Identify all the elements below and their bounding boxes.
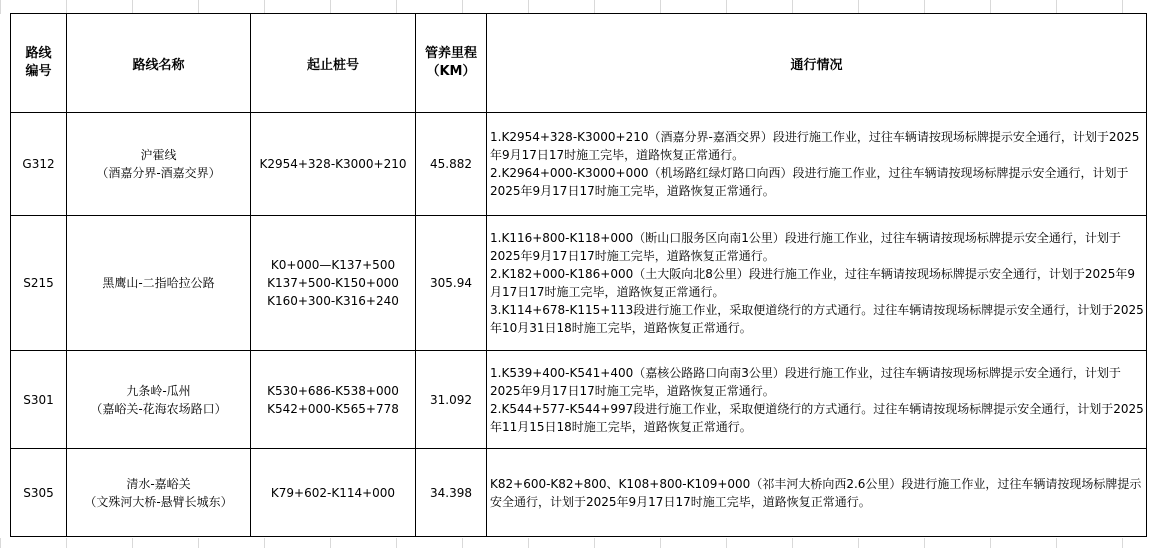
stake-range-cell: [251, 449, 416, 537]
stake-range-line: K137+500-K150+000: [267, 276, 399, 290]
status-item: 1.K539+400-K541+400（嘉核公路路口向南3公里）段进行施工作业，过往车辆请按现场标牌提示安全通行，计划于2025年9月17日17时施工完毕，道路恢复正常通行。: [490, 365, 1121, 398]
status-item: 1.K2954+328-K3000+210（酒嘉分界-嘉酒交界）段进行施工作业，过往车辆请按现场标牌提示安全通行，计划于2025年9月17日17时施工完毕，道路恢复正常通行。: [490, 130, 1140, 162]
status-item: 2.K544+577-K544+997段进行施工作业，采取便道绕行的方式通行。过往车辆请按现场标牌提示安全通行，计划于2025年11月15日18时施工完毕，道路恢复正常通行。: [490, 401, 1144, 434]
stake-range-line: K530+686-K538+000: [267, 383, 399, 398]
route-name-line: 清水-嘉峪关: [126, 476, 191, 491]
status-item: 3.K114+678-K115+113段进行施工作业，采取便道绕行的方式通行。过往车辆请按现场标牌提示安全通行，计划于2025年10月31日18时施工完毕，道路恢复正常通行。: [490, 303, 1144, 335]
stake-range-cell: [251, 216, 416, 351]
mileage-cell: 45.882: [416, 113, 487, 216]
stake-range-cell: [251, 351, 416, 449]
route-name-cell: [67, 351, 251, 449]
mileage-cell: 31.092: [416, 351, 487, 449]
header-mileage-line2: （KM）: [426, 64, 476, 79]
route-name-cell: [67, 449, 251, 537]
header-row: [11, 14, 1147, 113]
stake-range-cell: [251, 113, 416, 216]
stake-range-line: K542+000-K565+778: [267, 401, 399, 416]
route-name-cell: [67, 216, 251, 351]
stake-range-line: K2954+328-K3000+210: [259, 157, 407, 171]
header-route-code: [11, 14, 67, 113]
route-code-cell: S301: [11, 351, 67, 449]
stake-range-line: K160+300-K316+240: [267, 294, 399, 308]
route-name-line: （酒嘉分界-酒嘉交界）: [96, 166, 221, 180]
route-name-line: 黑鹰山-二指哈拉公路: [102, 276, 215, 290]
traffic-status-cell: [487, 216, 1147, 351]
stake-range-line: K79+602-K114+000: [270, 485, 396, 500]
status-item: 2.K2964+000-K3000+000（机场路红绿灯路口向西）段进行施工作业，过往车辆请按现场标牌提示安全通行，计划于2025年9月17日17时施工完毕，道路恢复正常通行。: [490, 166, 1129, 198]
traffic-status-cell: [487, 449, 1147, 537]
table-row: [11, 216, 1147, 351]
traffic-status-cell: [487, 351, 1147, 449]
mileage-cell: 305.94: [416, 216, 487, 351]
traffic-status-cell: [487, 113, 1147, 216]
gridlines-top: [0, 0, 1158, 14]
road-status-table: [10, 13, 1147, 537]
status-item: K82+600-K82+800、K108+800-K109+000（祁丰河大桥向西2.6公里）段进行施工作业，过往车辆请按现场标牌提示安全通行，计划于2025年9月17日17时施工完毕，道路恢复正常通行。: [490, 476, 1142, 509]
header-route-name: 路线名称: [67, 14, 251, 113]
header-stake-range: 起止桩号: [251, 14, 416, 113]
header-mileage-line1: 管养里程: [424, 46, 477, 61]
route-code-cell: S215: [11, 216, 67, 351]
gridlines-bottom: [0, 538, 1158, 548]
mileage-cell: 34.398: [416, 449, 487, 537]
stake-range-line: K0+000—K137+500: [270, 258, 396, 272]
header-route-code-line1: 路线: [25, 46, 52, 61]
route-name-line: 沪霍线: [140, 148, 177, 162]
route-name-line: （文殊河大桥-悬臂长城东）: [84, 494, 233, 509]
route-name-line: （嘉峪关-花海农场路口）: [90, 401, 227, 416]
table-row: [11, 351, 1147, 449]
status-item: 1.K116+800-K118+000（断山口服务区向南1公里）段进行施工作业，过往车辆请按现场标牌提示安全通行，计划于2025年9月17日17时施工完毕，道路恢复正常通行。: [490, 231, 1121, 263]
status-item: 2.K182+000-K186+000（土大阪向北8公里）段进行施工作业，过往车辆请按现场标牌提示安全通行，计划于2025年9月17日17时施工完毕，道路恢复正常通行。: [490, 267, 1136, 299]
route-name-line: 九条岭-瓜州: [126, 383, 191, 398]
header-traffic-status: 通行情况: [487, 14, 1147, 113]
route-code-cell: G312: [11, 113, 67, 216]
table-row: [11, 113, 1147, 216]
table-row: [11, 449, 1147, 537]
header-route-code-line2: 编号: [25, 64, 52, 79]
header-mileage: [416, 14, 487, 113]
route-code-cell: S305: [11, 449, 67, 537]
route-name-cell: [67, 113, 251, 216]
